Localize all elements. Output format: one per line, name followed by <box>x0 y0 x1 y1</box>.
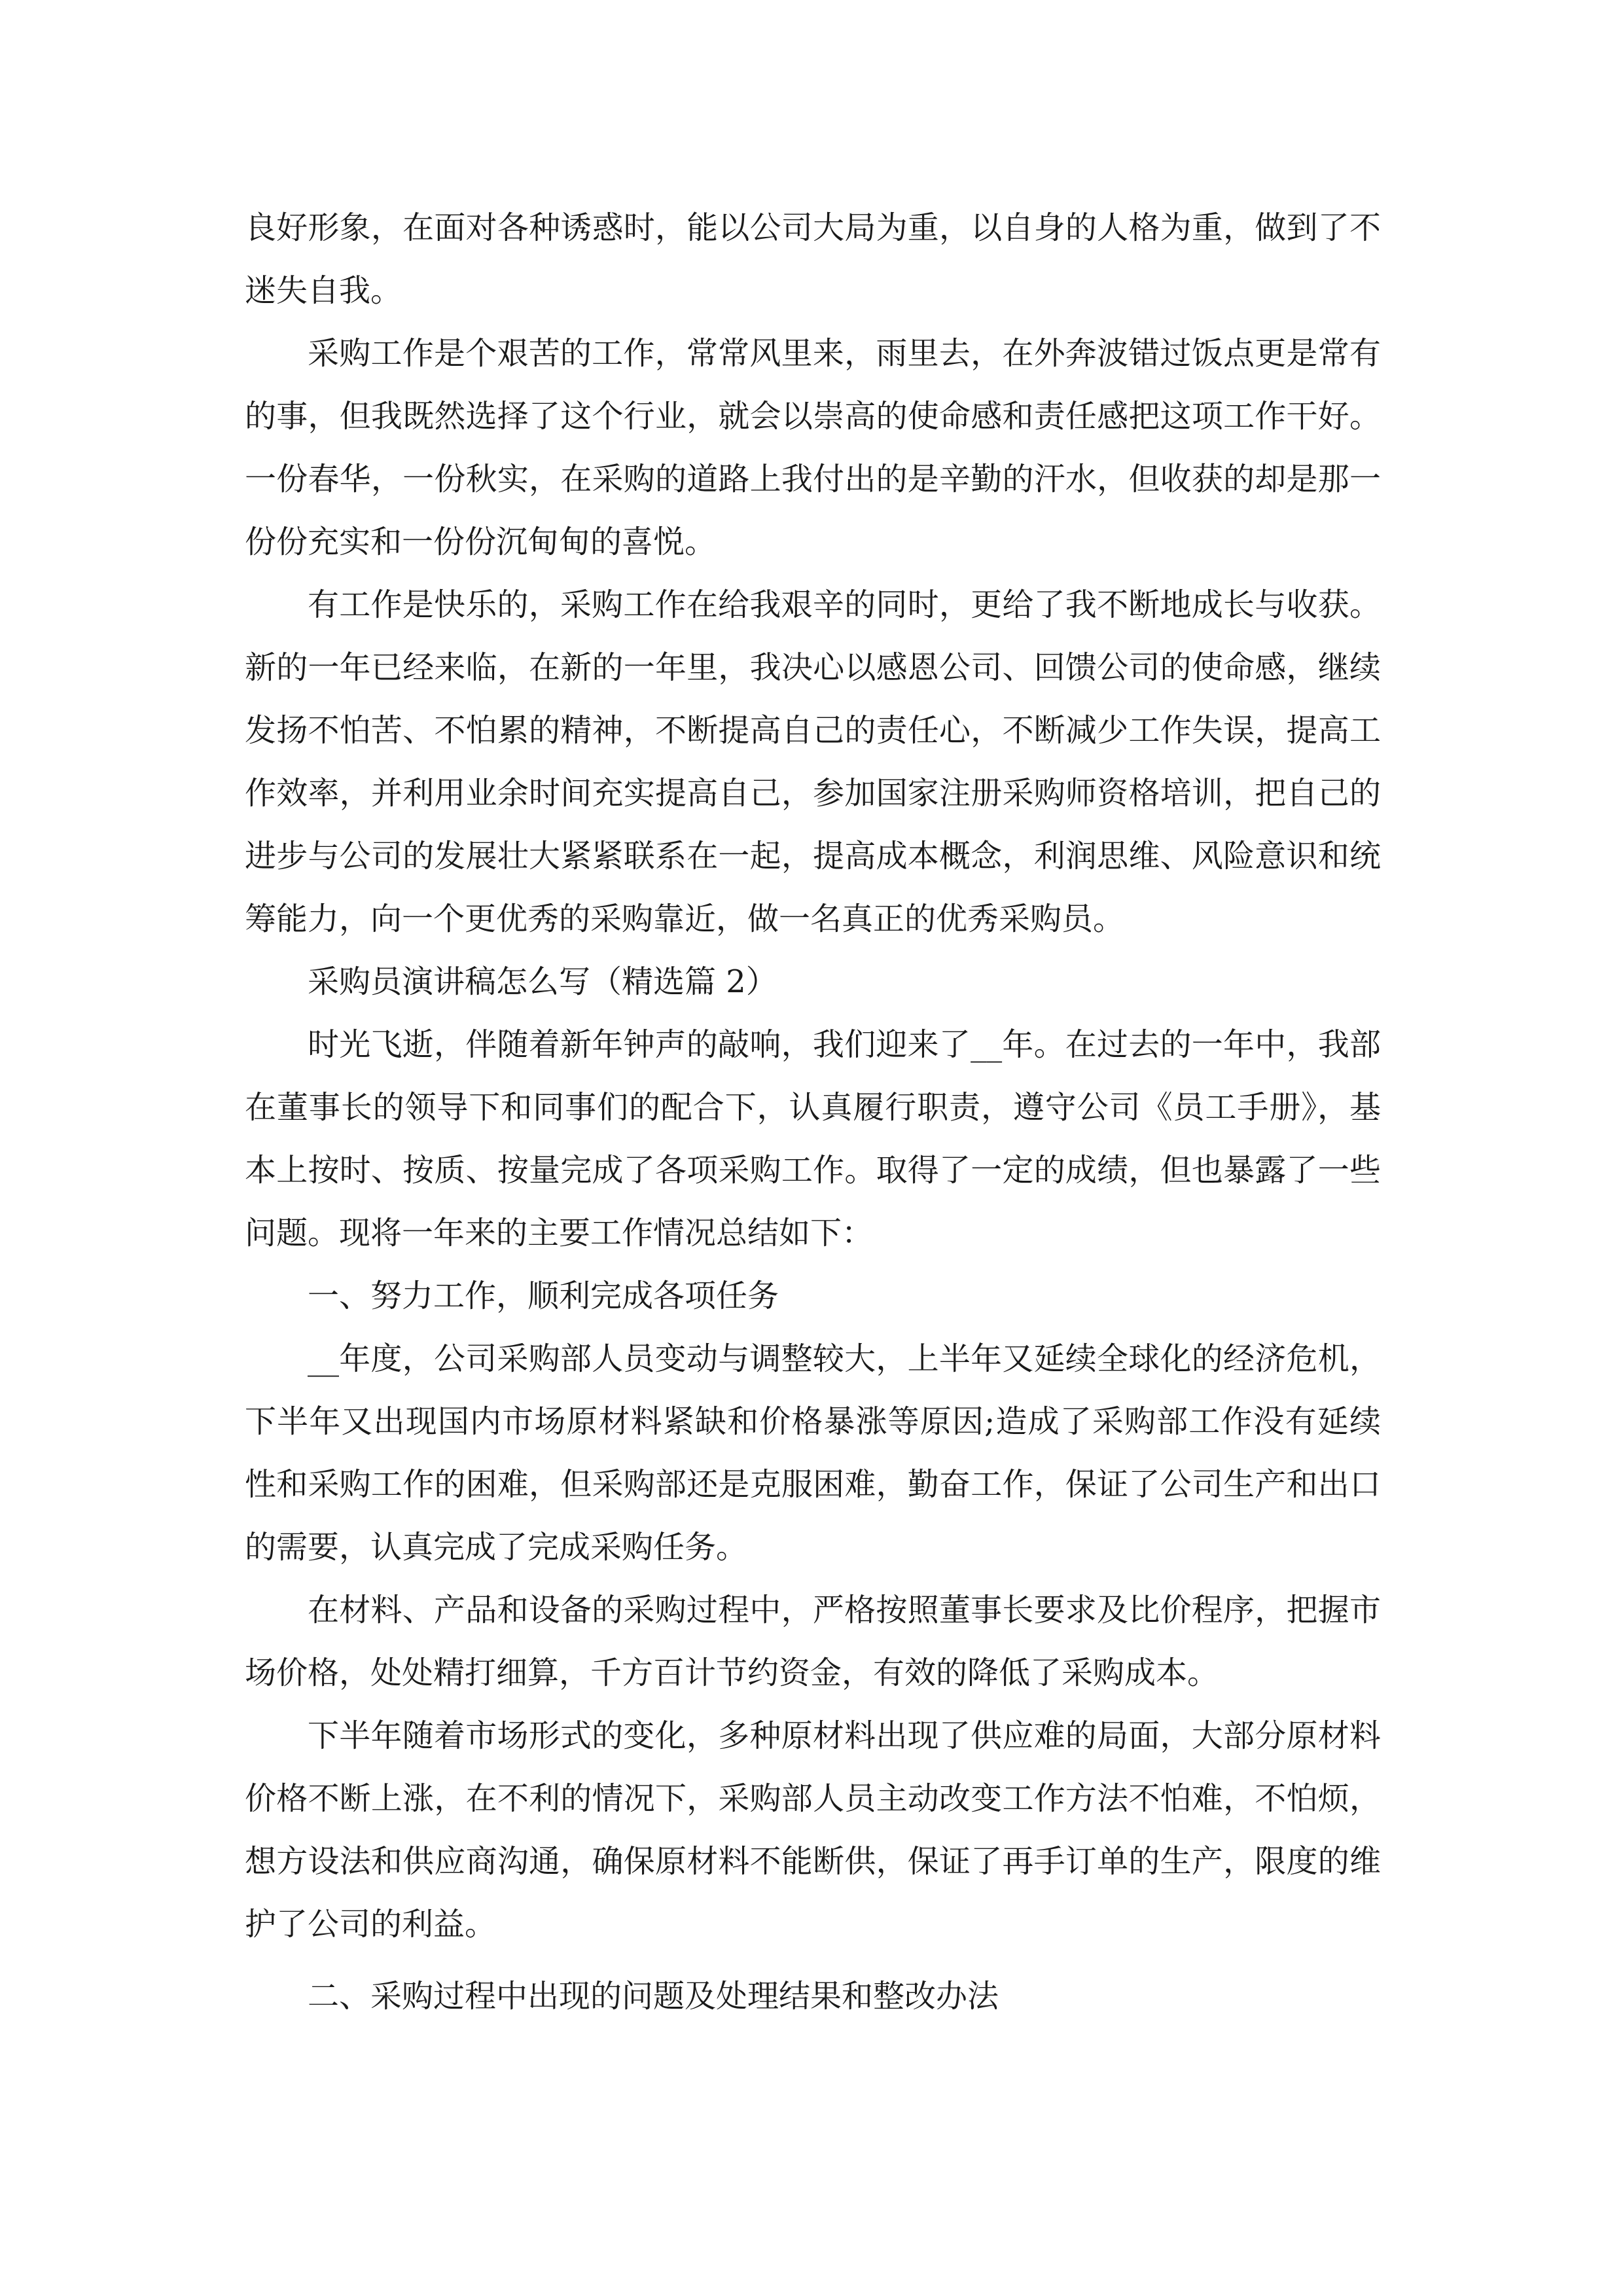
section-title: 采购员演讲稿怎么写（精选篇 2） <box>308 963 777 1000</box>
section-heading: 二、采购过程中出现的问题及处理结果和整改办法 <box>308 1978 999 2015</box>
paragraph: 在材料、产品和设备的采购过程中，严格按照董事长要求及比价程序，把握市场价格，处处精打细算，千方百计节约资金，有效的降低了采购成本。 <box>245 1592 1381 1691</box>
paragraph: __年度，公司采购部人员变动与调整较大，上半年又延续全球化的经济危机，下半年又出现国内市场原材料紧缺和价格暴涨等原因;造成了采购部工作没有延续性和采购工作的困难，但采购部还是克服困难，勤奋工作，保证了公司生产和出口的需要，认真完成了完成采购任务。 <box>245 1340 1381 1566</box>
paragraph: 有工作是快乐的，采购工作在给我艰辛的同时，更给了我不断地成长与收获。新的一年已经来临，在新的一年里，我决心以感恩公司、回馈公司的使命感，继续发扬不怕苦、不怕累的精神，不断提高自己的责任心，不断减少工作失误，提高工作效率，并利用业余时间充实提高自己，参加国家注册采购师资格培训，把自己的进步与公司的发展壮大紧紧联系在一起，提高成本概念，利润思维、风险意识和统筹能力，向一个更优秀的采购靠近，做一名真正的优秀采购员。 <box>245 586 1381 937</box>
paragraph: 良好形象，在面对各种诱惑时，能以公司大局为重，以自身的人格为重，做到了不迷失自我。 <box>245 209 1381 309</box>
paragraph: 时光飞逝，伴随着新年钟声的敲响，我们迎来了__年。在过去的一年中，我部在董事长的领导下和同事们的配合下，认真履行职责，遵守公司《员工手册》，基本上按时、按质、按量完成了各项采购工作。取得了一定的成绩，但也暴露了一些问题。现将一年来的主要工作情况总结如下： <box>245 1026 1381 1251</box>
paragraph: 采购工作是个艰苦的工作，常常风里来，雨里去，在外奔波错过饭点更是常有的事，但我既然选择了这个行业，就会以崇高的使命感和责任感把这项工作干好。一份春华，一份秋实，在采购的道路上我付出的是辛勤的汗水，但收获的却是那一份份充实和一份份沉甸甸的喜悦。 <box>245 335 1381 560</box>
document-body <box>245 196 1381 2028</box>
paragraph: 下半年随着市场形式的变化，多种原材料出现了供应难的局面，大部分原材料价格不断上涨，在不利的情况下，采购部人员主动改变工作方法不怕难，不怕烦，想方设法和供应商沟通，确保原材料不能断供，保证了再手订单的生产，限度的维护了公司的利益。 <box>245 1717 1381 1943</box>
section-heading: 一、努力工作，顺利完成各项任务 <box>308 1278 779 1314</box>
